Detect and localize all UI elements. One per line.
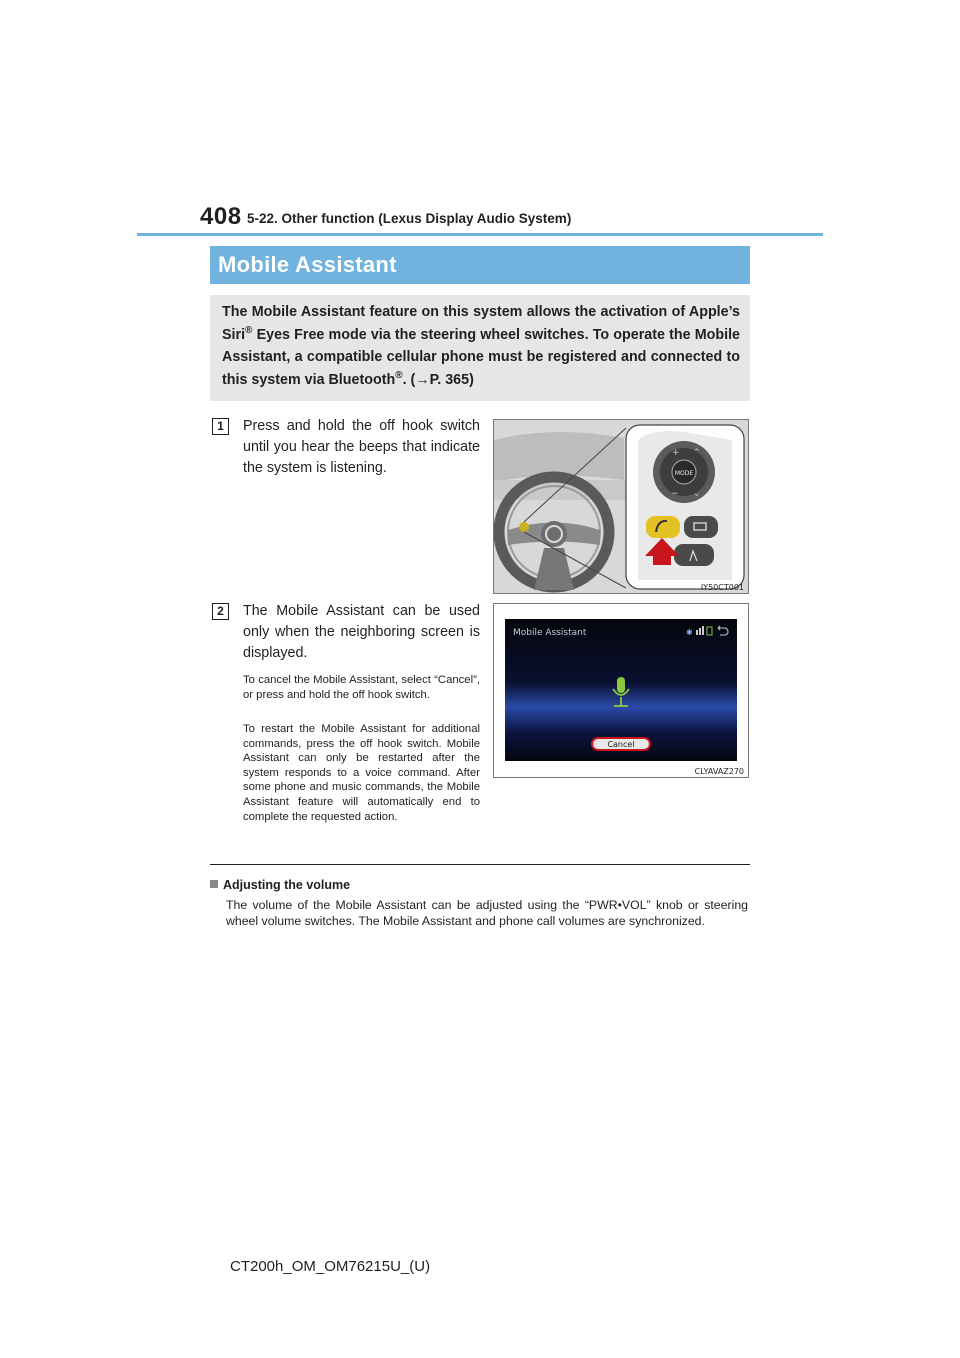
cancel-button[interactable] [592, 738, 650, 750]
svg-text:−: − [671, 489, 679, 499]
step-1-badge: 1 [212, 418, 229, 435]
adjusting-volume-heading: Adjusting the volume [210, 878, 350, 892]
note-restart: To restart the Mobile Assistant for additional commands, press the off hook switch. Mobile Assistant can only be restarted after the system responds to a voice command. After some phone and music commands, the Mobile Assistant feature will automatically end to complete the requested action. [243, 723, 480, 823]
step-1-text: Press and hold the off hook switch until you hear the beeps that indicate the system is listening. [243, 418, 480, 476]
svg-text:⌄: ⌄ [693, 489, 701, 499]
steering-wheel-figure [493, 419, 749, 594]
mobile-assistant-screen-figure [493, 603, 749, 778]
svg-text:+: + [672, 448, 680, 458]
figure-2-code: CLYAVAZ270 [694, 767, 744, 776]
step-2-badge: 2 [212, 603, 229, 620]
on-hook-switch-icon [684, 516, 718, 538]
header-rule [137, 233, 823, 236]
intro-text: The Mobile Assistant feature on this system allows the activation of Apple’s Siri® Eyes Free mode via the steering wheel switches. To operate the Mobile Assistant, a compatible cellular phone must be registered and connected to this system via Bluetooth®. (→P. 365) [222, 304, 740, 388]
figure-1-code: IY50CT001 [700, 583, 744, 592]
intro-box [210, 295, 750, 401]
step-2-text: The Mobile Assistant can be used only when the neighboring screen is displayed. [243, 603, 480, 661]
footer-doc-code: CT200h_OM_OM76215U_(U) [230, 1258, 431, 1275]
mode-button-label: MODE [674, 470, 694, 477]
svg-text:⌃: ⌃ [693, 448, 701, 458]
adjusting-volume-text: The volume of the Mobile Assistant can be adjusted using the “PWR•VOL” knob or steering wheel volume switches. The Mobile Assistant and phone call volumes are synchronized. [226, 898, 748, 928]
page-title: Mobile Assistant [218, 252, 397, 277]
svg-text:✱: ✱ [686, 628, 693, 637]
section-header: 5-22. Other function (Lexus Display Audio System) [247, 211, 572, 226]
page-number: 408 [200, 203, 242, 230]
off-hook-switch-icon [646, 516, 680, 538]
screen-title: Mobile Assistant [513, 628, 587, 638]
cancel-button-label: Cancel [607, 740, 635, 749]
square-bullet-icon [210, 880, 218, 888]
title-bar [210, 246, 750, 284]
section-divider [210, 864, 750, 865]
note-cancel: To cancel the Mobile Assistant, select “Cancel”, or press and hold the off hook switch. [243, 674, 480, 701]
